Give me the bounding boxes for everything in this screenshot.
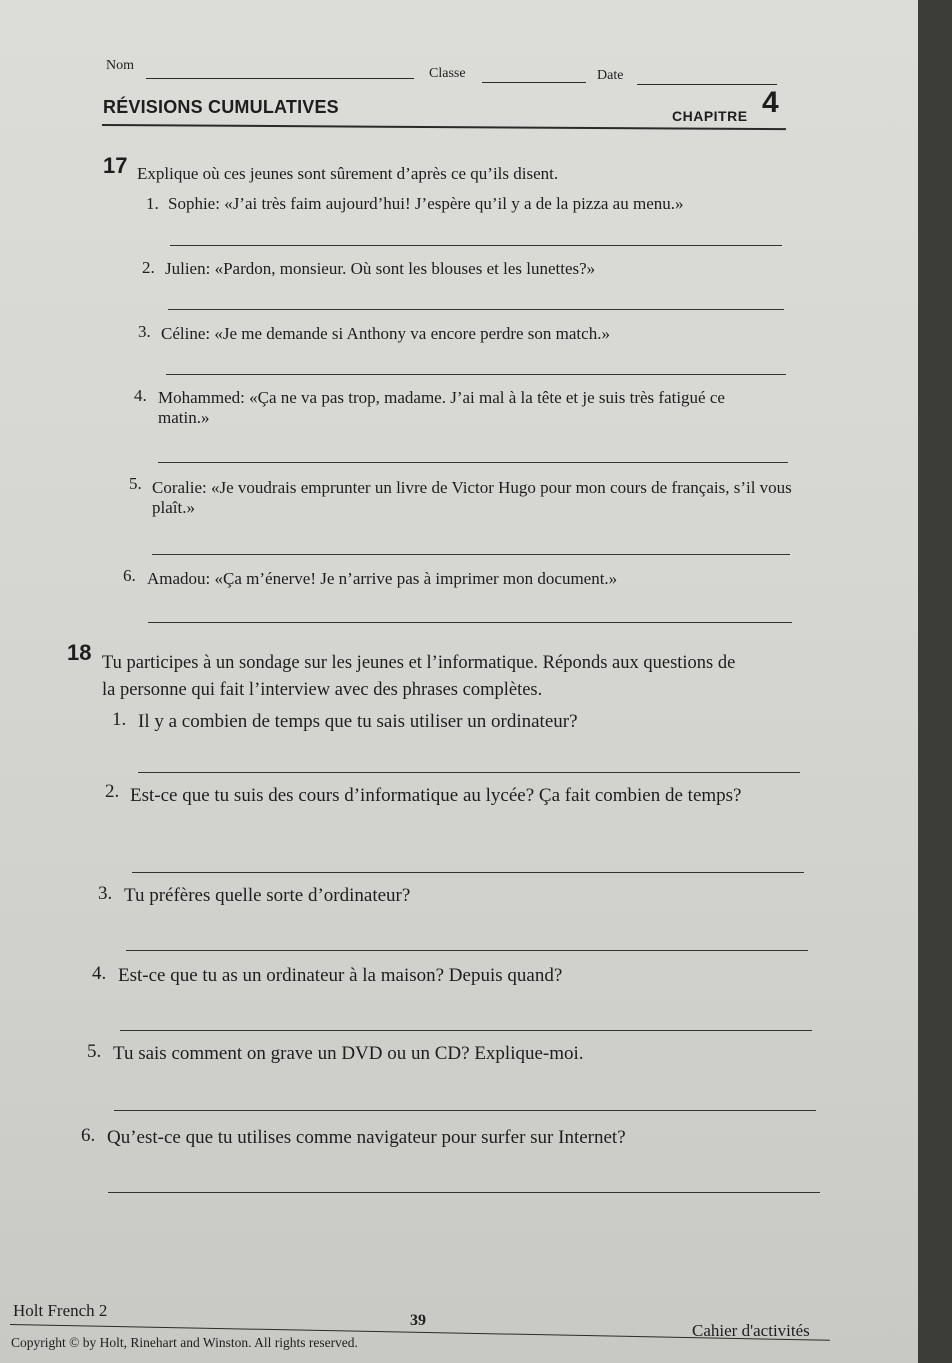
nom-label: Nom <box>106 58 134 73</box>
ex18-q2-answer-line[interactable] <box>132 872 804 873</box>
classe-label: Classe <box>429 66 466 81</box>
ex18-q3-text: Tu préfères quelle sorte d’ordinateur? <box>124 885 411 906</box>
ex18-q6-text: Qu’est-ce que tu utilises comme navigateur pour surfer sur Internet? <box>107 1127 626 1148</box>
ex18-q3-num: 3. <box>98 883 113 904</box>
chapter-number: 4 <box>762 86 779 119</box>
date-label: Date <box>597 68 624 83</box>
ex18-q5-answer-line[interactable] <box>114 1110 816 1111</box>
ex18-q4-text: Est-ce que tu as un ordinateur à la maison? Depuis quand? <box>118 965 563 986</box>
ex18-q5-num: 5. <box>87 1041 102 1062</box>
ex17-q5-text: Coralie: «Je voudrais emprunter un livre de Victor Hugo pour mon cours de français, s’il vous plaît.» <box>152 478 792 517</box>
ex17-q4-num: 4. <box>134 386 147 405</box>
ex17-q2-text: Julien: «Pardon, monsieur. Où sont les blouses et les lunettes?» <box>165 259 596 278</box>
header-rule <box>102 124 786 130</box>
ex17-q4-answer-line[interactable] <box>158 462 788 463</box>
ex18-q2-num: 2. <box>105 781 120 802</box>
ex18-q1-num: 1. <box>112 709 127 730</box>
exercise-18-number: 18 <box>67 640 92 665</box>
exercise-17-number: 17 <box>103 153 128 178</box>
footer-page-number: 39 <box>410 1312 426 1329</box>
chapter-label: CHAPITRE <box>672 108 748 124</box>
footer-book-title: Holt French 2 <box>13 1301 108 1320</box>
ex17-q1-answer-line[interactable] <box>170 245 782 246</box>
section-title: RÉVISIONS CUMULATIVES <box>103 97 339 117</box>
ex18-q3-answer-line[interactable] <box>126 950 808 951</box>
ex18-q1-answer-line[interactable] <box>138 772 800 773</box>
ex17-q6-answer-line[interactable] <box>148 622 792 623</box>
ex17-q3-answer-line[interactable] <box>166 374 786 375</box>
date-field[interactable] <box>637 84 777 85</box>
ex18-q6-answer-line[interactable] <box>108 1192 820 1193</box>
ex18-q4-answer-line[interactable] <box>120 1030 812 1031</box>
ex17-q6-text: Amadou: «Ça m’énerve! Je n’arrive pas à imprimer mon document.» <box>147 569 618 588</box>
classe-field[interactable] <box>482 82 586 83</box>
ex17-q4-text: Mohammed: «Ça ne va pas trop, madame. J’ai mal à la tête et je suis très fatigué ce matin.» <box>158 388 725 427</box>
ex18-q2-text: Est-ce que tu suis des cours d’informatique au lycée? Ça fait combien de temps? <box>130 785 742 806</box>
ex17-q3-num: 3. <box>138 322 151 341</box>
nom-field[interactable] <box>146 78 414 79</box>
ex17-q2-num: 2. <box>142 258 155 277</box>
ex17-q5-num: 5. <box>129 474 142 493</box>
ex17-q5-answer-line[interactable] <box>152 554 790 555</box>
footer-workbook-title: Cahier d'activités <box>692 1321 810 1340</box>
ex18-q4-num: 4. <box>92 963 107 984</box>
ex17-q3-text: Céline: «Je me demande si Anthony va encore perdre son match.» <box>161 324 610 343</box>
ex17-q2-answer-line[interactable] <box>168 309 784 310</box>
ex17-q6-num: 6. <box>123 566 136 585</box>
ex18-q5-text: Tu sais comment on grave un DVD ou un CD? Explique-moi. <box>113 1043 584 1064</box>
ex17-q1-text: Sophie: «J’ai très faim aujourd’hui! J’espère qu’il y a de la pizza au menu.» <box>168 194 684 213</box>
ex18-q1-text: Il y a combien de temps que tu sais utiliser un ordinateur? <box>138 711 578 732</box>
exercise-18-instruction: Tu participes à un sondage sur les jeunes et l’informatique. Réponds aux questions de la personne qui fait l’interview avec des phrases complètes. <box>102 653 736 700</box>
ex17-q1-num: 1. <box>146 194 159 213</box>
ex18-q6-num: 6. <box>81 1125 96 1146</box>
exercise-17-instruction: Explique où ces jeunes sont sûrement d’après ce qu’ils disent. <box>137 164 559 183</box>
footer-copyright: Copyright © by Holt, Rinehart and Winston. All rights reserved. <box>11 1335 358 1350</box>
